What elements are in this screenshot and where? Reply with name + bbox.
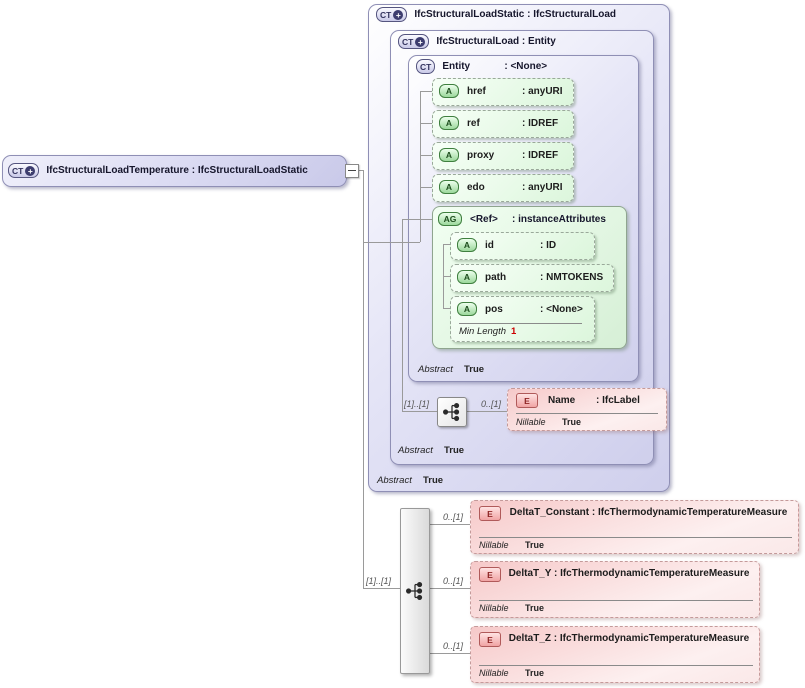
root-type-header — [8, 163, 308, 178]
element-icon: E — [479, 567, 501, 582]
complex-type-icon: CT + — [376, 7, 407, 22]
element-deltat-constant-box[interactable] — [470, 500, 799, 554]
element-title: DeltaT_Y : IfcThermodynamicTemperatureMeasure — [508, 568, 750, 579]
plus-icon: + — [415, 37, 425, 47]
element-title: DeltaT_Constant : IfcThermodynamicTemperatureMeasure — [509, 507, 788, 518]
collapse-toggle-icon[interactable] — [345, 164, 359, 178]
element-name: Name — [548, 395, 576, 406]
element-deltat-z-box[interactable] — [470, 626, 760, 683]
facet-value: 1 — [511, 326, 517, 337]
connector-line — [429, 653, 470, 654]
attribute-name: proxy — [467, 149, 495, 161]
abstract-value: True — [444, 445, 465, 456]
divider — [479, 600, 753, 601]
connector-line — [402, 411, 437, 412]
abstract-row — [418, 364, 484, 375]
nillable-row — [479, 603, 544, 613]
attribute-href[interactable] — [432, 78, 574, 106]
facet-label: Min Length — [459, 326, 507, 337]
cardinality-label: 0..[1] — [443, 641, 464, 651]
attribute-name: edo — [467, 181, 485, 193]
connector-line — [363, 242, 420, 243]
attribute-type: : anyURI — [522, 85, 563, 97]
complex-type-icon: CT + — [398, 34, 429, 49]
attribute-type: : NMTOKENS — [540, 271, 604, 283]
connector-line — [402, 219, 403, 411]
complex-type-icon: CT — [416, 59, 435, 74]
nillable-value: True — [562, 417, 582, 427]
attribute-pos[interactable] — [450, 296, 595, 342]
connector-line — [420, 155, 432, 156]
nillable-row — [516, 417, 581, 427]
sequence-icon[interactable] — [437, 397, 467, 427]
element-deltat-y-box[interactable] — [470, 561, 760, 618]
attribute-group-type: : instanceAttributes — [512, 213, 606, 225]
divider — [479, 665, 753, 666]
connector-line — [429, 588, 470, 589]
connector-line — [443, 244, 450, 245]
attribute-type: : ID — [540, 239, 557, 251]
abstract-label: Abstract — [377, 475, 412, 486]
sequence-bar[interactable] — [400, 508, 430, 674]
attribute-icon: A — [457, 270, 477, 284]
divider — [459, 323, 582, 324]
attribute-name: id — [485, 239, 494, 251]
nillable-row — [479, 668, 544, 678]
connector-line — [443, 308, 450, 309]
nillable-value: True — [525, 540, 545, 550]
connector-line — [363, 170, 364, 589]
attribute-icon: A — [457, 238, 477, 252]
cardinality-label: [1]..[1] — [404, 399, 430, 409]
load-type-label: IfcStructuralLoad : Entity — [436, 36, 556, 47]
attribute-icon: A — [457, 302, 477, 316]
connector-line — [402, 219, 432, 220]
attribute-name: pos — [485, 303, 503, 315]
attribute-edo[interactable] — [432, 174, 574, 202]
attribute-name: href — [467, 85, 486, 97]
attribute-name: path — [485, 271, 507, 283]
element-title: DeltaT_Z : IfcThermodynamicTemperatureMeasure — [508, 633, 750, 644]
connector-line — [363, 588, 400, 589]
connector-line — [465, 411, 507, 412]
plus-icon: + — [25, 166, 35, 176]
entity-type-type: : <None> — [504, 61, 548, 72]
divider — [516, 413, 658, 414]
element-type: : IfcLabel — [596, 395, 640, 406]
complex-type-icon: CT + — [8, 163, 39, 178]
connector-line — [420, 187, 432, 188]
cardinality-label: 0..[1] — [443, 512, 464, 522]
attribute-type: : <None> — [540, 303, 583, 315]
connector-line — [429, 524, 470, 525]
abstract-value: True — [423, 475, 444, 486]
sequence-glyph — [404, 580, 426, 602]
nillable-value: True — [525, 603, 545, 613]
connector-line — [420, 123, 432, 124]
nillable-label: Nillable — [479, 603, 509, 613]
nillable-label: Nillable — [479, 668, 509, 678]
cardinality-label: 0..[1] — [443, 576, 464, 586]
attribute-type: : IDREF — [522, 117, 559, 129]
divider — [479, 537, 792, 538]
attribute-proxy[interactable] — [432, 142, 574, 170]
attribute-icon: A — [439, 116, 459, 130]
entity-type-name: Entity — [442, 61, 471, 72]
root-type-label: IfcStructuralLoadTemperature : IfcStructuralLoadStatic — [46, 165, 308, 176]
cardinality-label: 0..[1] — [481, 399, 502, 409]
abstract-value: True — [464, 364, 485, 375]
nillable-label: Nillable — [479, 540, 509, 550]
abstract-row — [398, 445, 464, 456]
attribute-group-name: <Ref> — [470, 213, 498, 225]
attribute-group-icon: AG — [438, 212, 462, 226]
abstract-label: Abstract — [398, 445, 433, 456]
static-type-header — [376, 7, 616, 22]
nillable-value: True — [525, 668, 545, 678]
attribute-icon: A — [439, 84, 459, 98]
element-icon: E — [479, 632, 501, 647]
facet-row — [459, 326, 516, 337]
cardinality-label: [1]..[1] — [366, 576, 392, 586]
static-type-label: IfcStructuralLoadStatic : IfcStructuralLoad — [414, 9, 617, 20]
load-type-header — [398, 34, 556, 49]
abstract-label: Abstract — [418, 364, 453, 375]
element-icon: E — [516, 393, 538, 408]
element-icon: E — [479, 506, 501, 521]
attribute-name: ref — [467, 117, 480, 129]
attribute-type: : IDREF — [522, 149, 559, 161]
sequence-glyph — [441, 401, 463, 423]
connector-line — [420, 91, 432, 92]
attribute-icon: A — [439, 148, 459, 162]
attribute-ref[interactable] — [432, 110, 574, 138]
attribute-type: : anyURI — [522, 181, 563, 193]
attribute-id[interactable] — [450, 232, 595, 260]
abstract-row — [377, 475, 443, 486]
entity-type-header — [416, 59, 547, 74]
attribute-icon: A — [439, 180, 459, 194]
nillable-row — [479, 540, 544, 550]
attribute-path[interactable] — [450, 264, 614, 292]
connector-line — [443, 276, 450, 277]
nillable-label: Nillable — [516, 417, 546, 427]
element-name-box[interactable] — [507, 388, 667, 431]
attribute-group-header — [438, 212, 606, 226]
plus-icon: + — [393, 10, 403, 20]
